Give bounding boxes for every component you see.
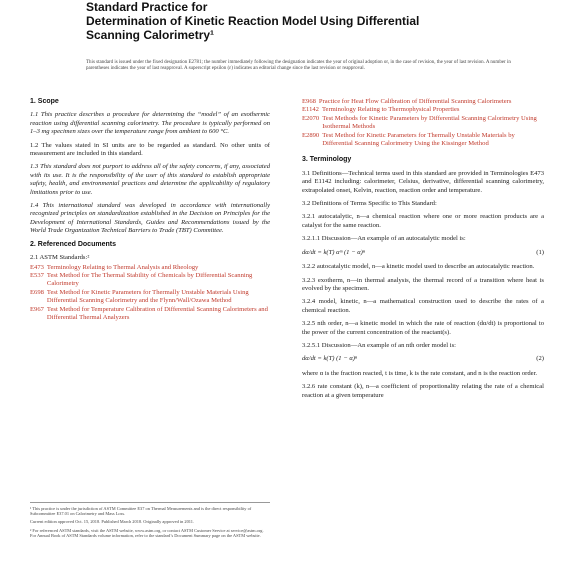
reference-title[interactable]: Test Method for The Thermal Stability of Chemicals by Differential Scanning Calorimetry: [46, 271, 253, 288]
reference-title[interactable]: Test Method for Temperature Calibration of Differential Scanning Calorimeters and Differential Thermal Analyzers: [46, 305, 268, 321]
term-3-2-1-1: 3.2.1.1 Discussion—An example of an autocatalytic model is:: [302, 235, 466, 243]
equation-1-body: dα/dt = k(T) αᵐ (1 − α)ⁿ: [302, 248, 365, 256]
reference-item[interactable]: [302, 132, 544, 149]
reference-title[interactable]: Terminology Relating to Thermal Analysis and Rheology: [46, 263, 199, 271]
reference-list-left: [30, 264, 270, 323]
reference-code[interactable]: E537: [30, 271, 44, 279]
reference-item[interactable]: [302, 98, 544, 106]
footnote-2: ² For referenced ASTM standards, visit the ASTM website, www.astm.org, or contact ASTM Customer Service at service@astm.org. For Annual Book of ASTM Standards volume information, refer to the standard’s Document Summary page on the ASTM website.: [30, 527, 264, 538]
left-column: [30, 98, 270, 327]
equation-1-number: (1): [536, 248, 544, 256]
astm-standards-line: 2.1 ASTM Standards:²: [30, 254, 90, 262]
footnote-1b: Current edition approved Oct. 15, 2018. Published March 2018. Originally approved in 2011.: [30, 519, 195, 525]
reference-code[interactable]: E2890: [302, 131, 320, 139]
title-line-1: Standard Practice for: [86, 0, 208, 14]
scope-1-2: 1.2 The values stated in SI units are to be regarded as standard. No other units of measurement are included in this standard.: [30, 141, 270, 158]
where-clause: where α is the fraction reacted, t is time, k is the rate constant, and n is the reaction order.: [302, 369, 538, 377]
reference-code[interactable]: E2070: [302, 114, 320, 122]
reference-code[interactable]: E967: [30, 305, 44, 313]
scope-1-4: 1.4 This international standard was developed in accordance with internationally recognized principles on standardization established in the Decision on Principles for the Development of International Standards, Guides and Recommendations issued by the World Trade Organization Technical Barriers to Trade (TBT) Committee.: [30, 202, 270, 235]
reference-item[interactable]: [30, 289, 270, 306]
term-3-2-1: 3.2.1 autocatalytic, n—a chemical reaction where one or more reaction products are a catalyst for the same reaction.: [302, 213, 544, 229]
issue-note: This standard is issued under the fixed designation E2781; the number immediately following the designation indicates the year of original adoption or, in the case of revision, the year of last revision. A number in parentheses indicates the year of last reapproval. A superscript epsilon (ε) indicates an editorial change since the last revision or reapproval.: [86, 60, 511, 71]
term-3-2-4: 3.2.4 model, kinetic, n—a mathematical construction used to describe the rates of a chemical reaction.: [302, 298, 544, 314]
term-3-2-5-1: 3.2.5.1 Discussion—An example of an nth order model is:: [302, 341, 457, 349]
reference-list-right: [302, 98, 544, 148]
reference-code[interactable]: E968: [302, 98, 316, 105]
reference-title[interactable]: Test Method for Kinetic Parameters for Thermally Unstable Materials Using Differential Scanning Calorimetry and the Flynn/Wall/Ozawa Method: [46, 288, 249, 305]
referenced-documents-heading: 2. Referenced Documents: [30, 240, 116, 248]
reference-code[interactable]: E473: [30, 263, 44, 271]
reference-title[interactable]: Practice for Heat Flow Calibration of Differential Scanning Calorimeters: [318, 98, 512, 105]
footnotes: [30, 502, 270, 541]
term-3-2-5: 3.2.5 nth order, n—a kinetic model in which the rate of reaction (dα/dt) is proportional to the power of the current concentration of the reactant(s).: [302, 320, 544, 336]
title-line-2: Determination of Kinetic Reaction Model Using Differential: [86, 14, 420, 28]
reference-title[interactable]: Terminology Relating to Thermophysical Properties: [321, 106, 460, 114]
terminology-heading: 3. Terminology: [302, 156, 352, 164]
reference-item[interactable]: [30, 272, 270, 289]
reference-code[interactable]: E698: [30, 288, 44, 296]
scope-1-1: 1.1 This practice describes a procedure for determining the “model” of an exothermic reaction using differential scanning calorimetry. The procedure is typically performed on 1–3 mg specimen sizes over the temperature range from ambient to 600 °C.: [30, 111, 270, 136]
equation-2-number: (2): [536, 355, 544, 363]
reference-item[interactable]: [30, 306, 270, 323]
term-3-2-3: 3.2.3 exotherm, n—in thermal analysis, the thermal record of a transition where heat is evolved by the specimen.: [302, 276, 544, 292]
reference-title[interactable]: Test Methods for Kinetic Parameters by Differential Scanning Calorimetry Using Isothermal Methods: [322, 114, 537, 131]
reference-item[interactable]: [302, 115, 544, 132]
reference-item[interactable]: [302, 106, 544, 114]
reference-code[interactable]: E1142: [302, 106, 319, 114]
reference-title[interactable]: Test Method for Kinetic Parameters for Thermally Unstable Materials by Differential Scanning Calorimetry Using the Kissinger Method: [322, 131, 515, 148]
equation-1: [302, 249, 544, 257]
document-title: [86, 0, 526, 42]
equation-2: [302, 355, 544, 363]
scope-heading: 1. Scope: [30, 98, 59, 105]
term-3-1: 3.1 Definitions—Technical terms used in this standard are provided in Terminologies E473 and E1142 including: calorimeter, Celsius, derivative, differential scanning calorimetry, extrapolated onset, Kelvin, reaction, reaction order and temperature.: [302, 169, 544, 194]
title-line-3: Scanning Calorimetry¹: [86, 28, 215, 42]
term-3-2-2: 3.2.2 autocatalytic model, n—a kinetic model used to describe an autocatalytic reaction.: [302, 263, 535, 271]
scope-1-3: 1.3 This standard does not purport to address all of the safety concerns, if any, associated with its use. It is the responsibility of the user of this standard to establish appropriate safety, health, and environmental practices and determine the applicability of regulatory limitations prior to use.: [30, 163, 270, 196]
reference-item[interactable]: [30, 264, 270, 272]
right-column: [302, 98, 544, 405]
footnote-1: ¹ This practice is under the jurisdiction of ASTM Committee E37 on Thermal Measurements and is the direct responsibility of Subcommittee E37.01 on Calorimetry and Mass Loss.: [30, 506, 252, 517]
term-3-2: 3.2 Definitions of Terms Specific to This Standard:: [302, 200, 437, 208]
term-3-2-6: 3.2.6 rate constant (k), n—a coefficient of proportionality relating the rate of a chemical reaction at a given temperature: [302, 383, 544, 399]
equation-2-body: dα/dt = k(T) (1 − α)ⁿ: [302, 355, 358, 363]
